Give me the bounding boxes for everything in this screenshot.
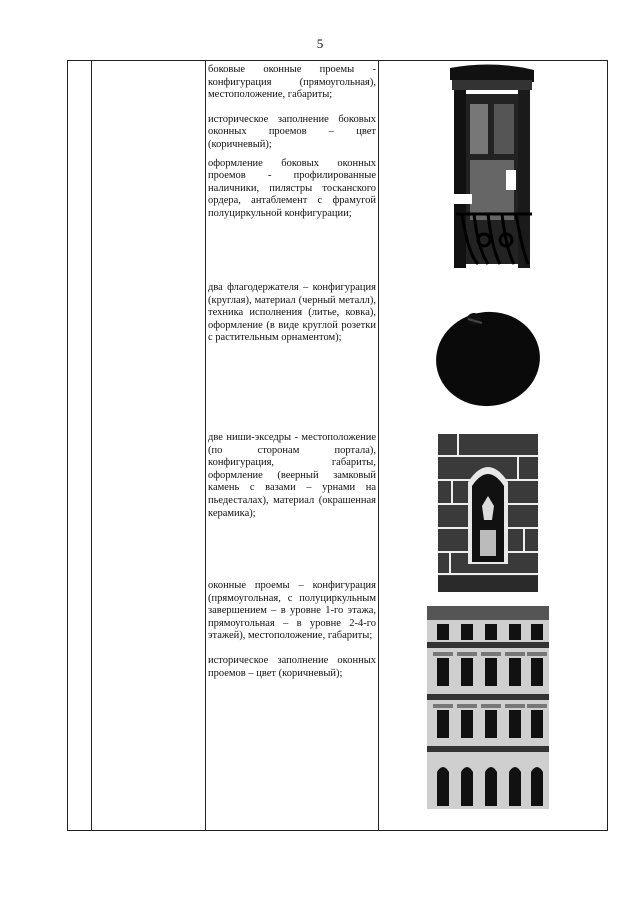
row-paragraph: историческое заполнение боковых оконных проемов – цвет (коричневый);: [208, 113, 376, 150]
table-row: [208, 432, 376, 520]
row-paragraph: боковые оконные проемы - конфигурация (прямоугольная), местоположение, габариты;: [208, 64, 376, 101]
row-paragraph: оконные проемы – конфигурация (прямоугольная, с полуциркульным завершением – в уровне 1-го этажа, прямоугольная – в уровне 2-4-го этажей), местоположение, габариты;: [208, 580, 376, 642]
niche-exedra-photo: [438, 434, 538, 592]
column-divider: [91, 61, 92, 830]
flag-holder-rosette-photo: [432, 305, 542, 410]
row-paragraph: два флагодержателя – конфигурация (круглая), материал (черный металл), техника исполнения (литье, ковка), оформление (в виде круглой розетки с растительным орнаментом);: [208, 282, 376, 344]
table-row: [208, 64, 376, 221]
column-divider: [378, 61, 379, 830]
heritage-elements-table: [67, 60, 608, 831]
row-paragraph: оформление боковых оконных проемов - профилированные наличники, пилястры тосканского ордера, антаблемент с фрамугой полуциркульной конфигурации;: [208, 157, 376, 219]
row-paragraph: историческое заполнение оконных проемов – цвет (коричневый);: [208, 654, 376, 679]
table-row: [208, 580, 376, 680]
window-with-grille-photo: [448, 64, 536, 272]
table-row: [208, 282, 376, 345]
building-facade-photo: [427, 606, 549, 809]
row-paragraph: две ниши-экседры - местоположение (по сторонам портала), конфигурация, габариты, оформление (веерный замковый камень с вазами – урнами на пьедесталах), материал (окрашенная керамика);: [208, 432, 376, 519]
page-number: 5: [316, 36, 324, 51]
column-divider: [205, 61, 206, 830]
